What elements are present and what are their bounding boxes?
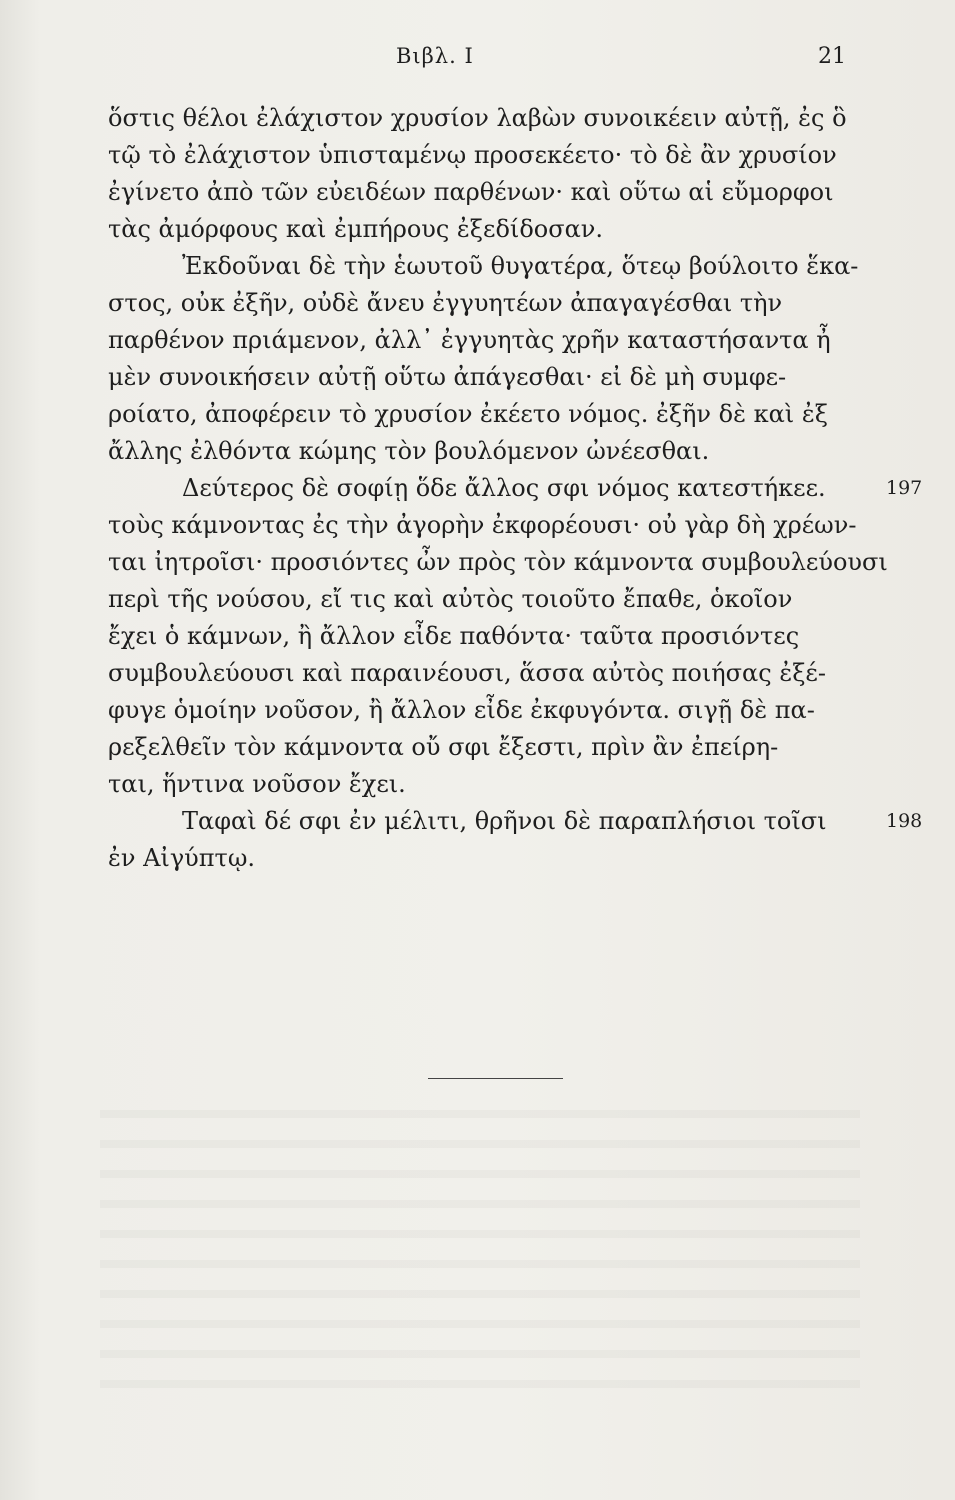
text-line: τῷ τὸ ἐλάχιστον ὑπισταμένῳ προσεκέετο· τὸ δὲ ἂν χρυσίον (108, 141, 837, 169)
running-title: Βιβλ. Ι (396, 44, 474, 68)
text-line: τὰς ἀμόρφους καὶ ἐμπήρους ἐξεδίδοσαν. (108, 215, 604, 243)
text-line: περὶ τῆς νούσου, εἴ τις καὶ αὐτὸς τοιοῦτο ἔπαθε, ὁκοῖον (108, 585, 793, 613)
text-line: ὅστις θέλοι ἐλάχιστον χρυσίον λαβὼν συνοικέειν αὐτῇ, ἐς ὃ (108, 104, 847, 132)
end-rule-divider (428, 1078, 563, 1079)
text-line: Δεύτερος δὲ σοφίῃ ὅδε ἄλλος σφι νόμος κατεστήκεε. 197 (108, 470, 856, 507)
text-line: μὲν συνοικήσειν αὐτῇ οὕτω ἀπάγεσθαι· εἰ δὲ μὴ συμφε- (108, 363, 787, 391)
page-number: 21 (818, 44, 846, 69)
text-line: φυγε ὁμοίην νοῦσον, ἢ ἄλλον εἶδε ἐκφυγόντα. σιγῇ δὲ πα- (108, 696, 815, 724)
running-head (0, 44, 955, 76)
text-line: στος, οὐκ ἐξῆν, οὐδὲ ἄνευ ἐγγυητέων ἀπαγαγέσθαι τὴν (108, 289, 783, 317)
text-line: παρθένον πριάμενον, ἀλλ᾽ ἐγγυητὰς χρῆν καταστήσαντα ἦ (108, 326, 831, 354)
text-line: ἐγίνετο ἀπὸ τῶν εὐειδέων παρθένων· καὶ οὕτω αἱ εὔμορφοι (108, 178, 834, 206)
text-line: συμβουλεύουσι καὶ παραινέουσι, ἅσσα αὐτὸς ποιήσας ἐξέ- (108, 659, 826, 687)
text-line: ἔχει ὁ κάμνων, ἢ ἄλλον εἶδε παθόντα· ταῦτα προσιόντες (108, 622, 800, 650)
text-line: ἐν Αἰγύπτῳ. (108, 844, 256, 872)
text-line: Ταφαὶ δέ σφι ἐν μέλιτι, θρῆνοι δὲ παραπλήσιοι τοῖσι 198 (108, 803, 856, 840)
text-line: ἄλλης ἐλθόντα κώμης τὸν βουλόμενον ὠνέεσθαι. (108, 437, 710, 465)
greek-text-block (108, 100, 923, 877)
text-line: ται, ἥντινα νοῦσον ἔχει. (108, 770, 406, 798)
text-line: ται ἰητροῖσι· προσιόντες ὦν πρὸς τὸν κάμνοντα συμβουλεύουσι (108, 548, 888, 576)
margin-section-number: 197 (886, 477, 923, 499)
text-line: ροίατο, ἀποφέρειν τὸ χρυσίον ἐκέετο νόμος. ἐξῆν δὲ καὶ ἐξ (108, 400, 828, 428)
text-line: τοὺς κάμνοντας ἐς τὴν ἀγορὴν ἐκφορέουσι· οὐ γὰρ δὴ χρέων- (108, 511, 857, 539)
margin-section-number: 198 (886, 810, 923, 832)
text-line: ρεξελθεῖν τὸν κάμνοντα οὔ σφι ἔξεστι, πρὶν ἂν ἐπείρη- (108, 733, 779, 761)
bleed-through-texture (100, 1090, 860, 1410)
text-line: Ἐκδοῦναι δὲ τὴν ἑωυτοῦ θυγατέρα, ὅτεῳ βούλοιτο ἕκα- (182, 252, 859, 280)
